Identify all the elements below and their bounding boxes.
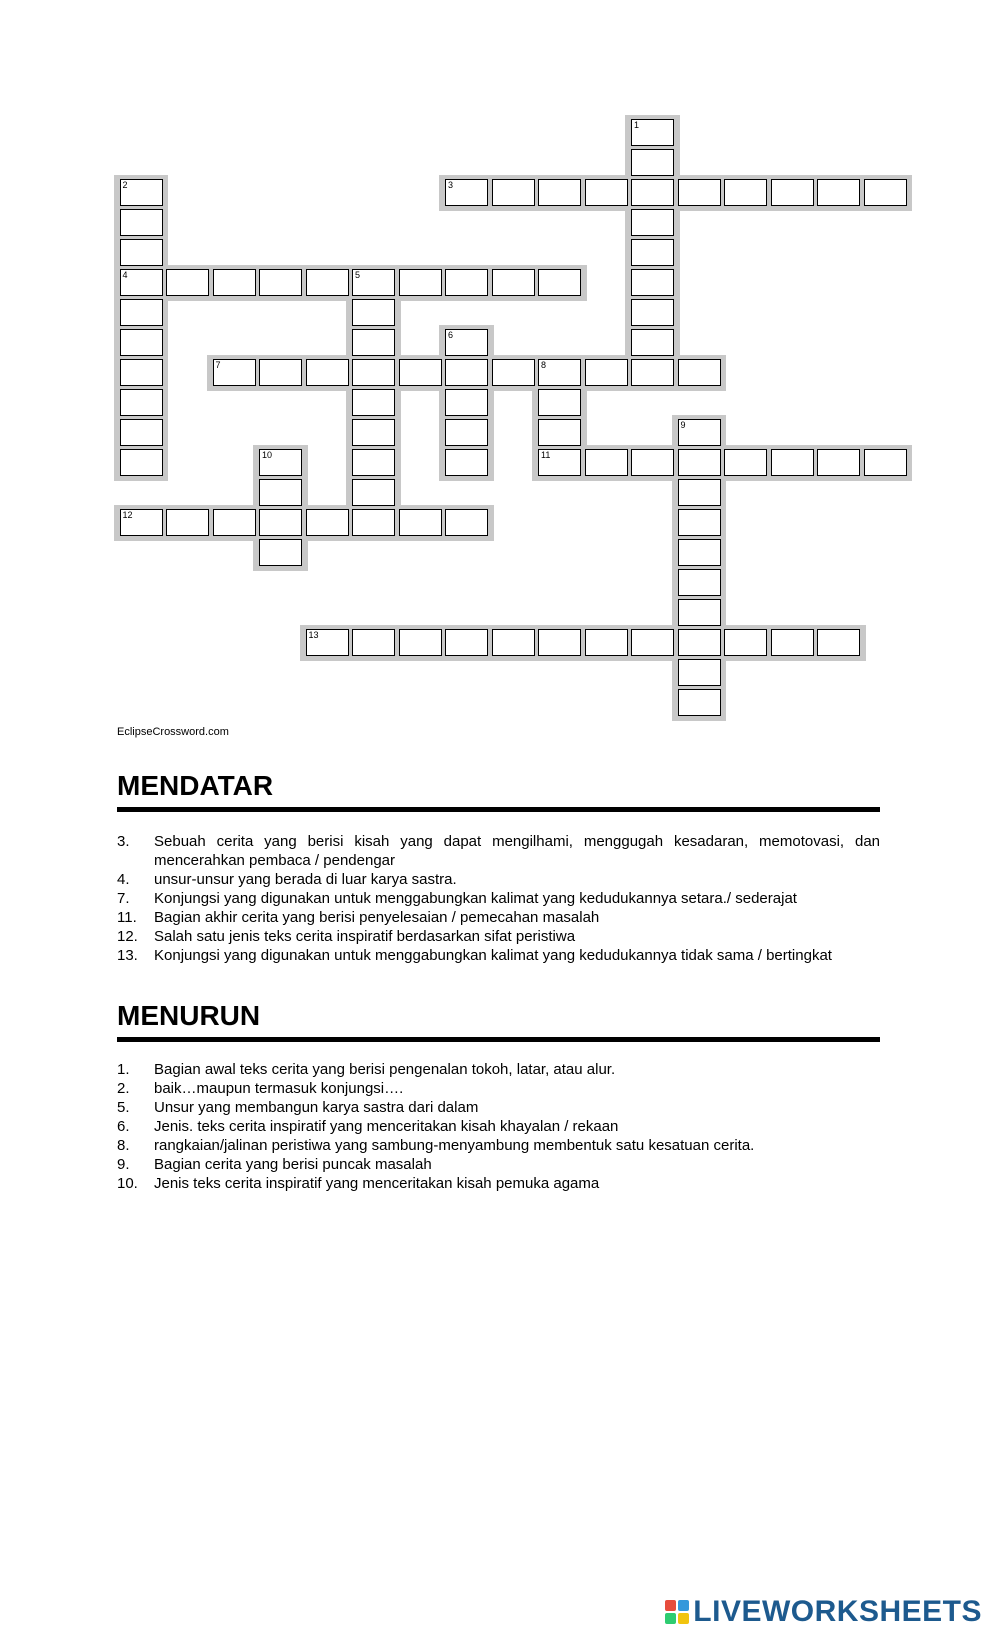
crossword-cell[interactable]	[120, 179, 163, 206]
down-rule	[117, 1037, 880, 1042]
crossword-cell[interactable]	[864, 179, 907, 206]
crossword-cell[interactable]	[399, 359, 442, 386]
crossword-cell[interactable]	[445, 449, 488, 476]
crossword-cell[interactable]	[306, 509, 349, 536]
crossword-cell[interactable]	[445, 329, 488, 356]
crossword-cell[interactable]	[445, 179, 488, 206]
crossword-cell[interactable]	[352, 389, 395, 416]
crossword-cell[interactable]	[678, 569, 721, 596]
crossword-cell[interactable]	[678, 509, 721, 536]
crossword-cell[interactable]	[678, 629, 721, 656]
crossword-cell[interactable]	[120, 299, 163, 326]
down-clue	[117, 1079, 880, 1098]
cell-number: 9	[680, 420, 686, 430]
crossword-cell[interactable]	[120, 389, 163, 416]
crossword-cell[interactable]	[120, 239, 163, 266]
clue-text: Sebuah cerita yang berisi kisah yang dapat mengilhami, menggugah kesadaran, memotovasi, dan mencerahkan pembaca / pendengar	[154, 833, 880, 869]
crossword-cell[interactable]	[631, 149, 674, 176]
crossword-cell[interactable]	[445, 389, 488, 416]
crossword-cell[interactable]	[352, 509, 395, 536]
crossword-cell[interactable]	[259, 479, 302, 506]
crossword-cell[interactable]	[585, 179, 628, 206]
clue-number: 10.	[117, 1175, 138, 1192]
across-clue	[117, 832, 880, 870]
clue-text: Konjungsi yang digunakan untuk menggabungkan kalimat yang kedudukannya tidak sama / bertingkat	[154, 947, 832, 964]
crossword-credit: EclipseCrossword.com	[117, 726, 229, 738]
crossword-cell[interactable]	[306, 629, 349, 656]
crossword-cell[interactable]	[352, 299, 395, 326]
crossword-cell[interactable]	[492, 359, 535, 386]
crossword-cell[interactable]	[399, 629, 442, 656]
crossword-cell[interactable]	[306, 359, 349, 386]
down-clue	[117, 1117, 880, 1136]
across-clue	[117, 946, 880, 965]
crossword-cell[interactable]	[445, 419, 488, 446]
crossword-cell[interactable]	[445, 359, 488, 386]
down-clue-list	[117, 1060, 880, 1193]
cell-number: 2	[122, 180, 128, 190]
crossword-cell[interactable]	[538, 269, 581, 296]
clue-text: Bagian awal teks cerita yang berisi pengenalan tokoh, latar, atau alur.	[154, 1061, 616, 1078]
crossword-cell[interactable]	[864, 449, 907, 476]
cell-number: 1	[634, 120, 640, 130]
cell-number: 4	[122, 270, 128, 280]
crossword-cell[interactable]	[492, 179, 535, 206]
crossword-cell[interactable]	[352, 329, 395, 356]
clue-number: 5.	[117, 1099, 130, 1116]
crossword-cell[interactable]	[399, 509, 442, 536]
crossword-cell[interactable]	[771, 629, 814, 656]
crossword-cell[interactable]	[678, 659, 721, 686]
crossword-cell[interactable]	[678, 179, 721, 206]
clue-number: 7.	[117, 890, 130, 907]
clue-text: Salah satu jenis teks cerita inspiratif berdasarkan sifat peristiwa	[154, 928, 576, 945]
down-clue	[117, 1136, 880, 1155]
crossword-cell[interactable]	[724, 629, 767, 656]
crossword-cell[interactable]	[678, 359, 721, 386]
cell-number: 10	[262, 450, 273, 460]
logo-square	[665, 1613, 676, 1624]
crossword-cell[interactable]	[631, 119, 674, 146]
clue-number: 1.	[117, 1061, 130, 1078]
cell-number: 6	[448, 330, 454, 340]
crossword-cell[interactable]	[631, 299, 674, 326]
crossword-cell[interactable]	[213, 509, 256, 536]
crossword-cell[interactable]	[771, 449, 814, 476]
crossword-cell[interactable]	[259, 269, 302, 296]
across-clue-list	[117, 832, 880, 965]
logo-square	[678, 1600, 689, 1611]
crossword-cell[interactable]	[817, 629, 860, 656]
crossword-cell[interactable]	[678, 539, 721, 566]
crossword-cell[interactable]	[631, 359, 674, 386]
crossword-cell[interactable]	[585, 449, 628, 476]
clue-number: 9.	[117, 1156, 130, 1173]
across-title: MENDATAR	[117, 770, 274, 801]
clue-number: 6.	[117, 1118, 130, 1135]
liveworksheets-brand	[665, 1595, 982, 1629]
crossword-cell[interactable]	[120, 359, 163, 386]
crossword-cell[interactable]	[120, 449, 163, 476]
crossword-cell[interactable]	[352, 629, 395, 656]
crossword-cell[interactable]	[538, 419, 581, 446]
down-clue	[117, 1098, 880, 1117]
crossword-cell[interactable]	[678, 599, 721, 626]
crossword-cell[interactable]	[631, 239, 674, 266]
crossword-cell[interactable]	[724, 449, 767, 476]
crossword-cell[interactable]	[259, 539, 302, 566]
crossword-cell[interactable]	[120, 209, 163, 236]
crossword-cell[interactable]	[213, 359, 256, 386]
clue-text: Jenis teks cerita inspiratif yang menceritakan kisah pemuka agama	[154, 1175, 600, 1192]
across-clue	[117, 927, 880, 946]
down-clue	[117, 1060, 880, 1079]
crossword-cell[interactable]	[631, 449, 674, 476]
liveworksheets-logo-icon	[665, 1600, 689, 1624]
cell-number: 7	[215, 360, 221, 370]
crossword-cell[interactable]	[445, 629, 488, 656]
crossword-cell[interactable]	[259, 359, 302, 386]
cell-number: 8	[541, 360, 547, 370]
clue-number: 4.	[117, 871, 130, 888]
cell-number: 11	[541, 450, 551, 460]
across-clue	[117, 908, 880, 927]
crossword-cell[interactable]	[399, 269, 442, 296]
crossword-cell[interactable]	[817, 449, 860, 476]
crossword-cell[interactable]	[213, 269, 256, 296]
clue-text: unsur-unsur yang berada di luar karya sastra.	[154, 871, 457, 888]
cell-number: 3	[448, 180, 454, 190]
clue-number: 3.	[117, 833, 130, 850]
logo-square	[665, 1600, 676, 1611]
crossword-cell[interactable]	[120, 509, 163, 536]
clue-text: Bagian cerita yang berisi puncak masalah	[154, 1156, 432, 1173]
crossword-cell[interactable]	[120, 269, 163, 296]
crossword-cell[interactable]	[538, 359, 581, 386]
cell-number: 12	[122, 510, 133, 520]
clue-number: 8.	[117, 1137, 130, 1154]
clue-text: Jenis. teks cerita inspiratif yang menceritakan kisah khayalan / rekaan	[154, 1118, 619, 1135]
crossword-cell[interactable]	[678, 479, 721, 506]
crossword-cell[interactable]	[538, 629, 581, 656]
crossword-cell[interactable]	[120, 329, 163, 356]
clue-text: rangkaian/jalinan peristiwa yang sambung-menyambung membentuk satu kesatuan cerita.	[154, 1137, 755, 1154]
crossword-cell[interactable]	[352, 419, 395, 446]
crossword-cell[interactable]	[259, 509, 302, 536]
crossword-cell[interactable]	[631, 629, 674, 656]
across-clue	[117, 870, 880, 889]
crossword-cell[interactable]	[631, 209, 674, 236]
clue-number: 2.	[117, 1080, 130, 1097]
crossword-cell[interactable]	[306, 269, 349, 296]
crossword-cell[interactable]	[352, 269, 395, 296]
clue-text: baik…maupun termasuk konjungsi….	[154, 1080, 404, 1097]
crossword-cell[interactable]	[538, 449, 581, 476]
crossword-cell[interactable]	[538, 389, 581, 416]
crossword-cell[interactable]	[120, 419, 163, 446]
cell-number: 5	[355, 270, 361, 280]
crossword-cell[interactable]	[166, 509, 209, 536]
crossword-cell[interactable]	[259, 449, 302, 476]
logo-square	[678, 1613, 689, 1624]
across-clue	[117, 889, 880, 908]
clue-text: Bagian akhir cerita yang berisi penyelesaian / pemecahan masalah	[154, 909, 600, 926]
liveworksheets-wordmark: LIVEWORKSHEETS	[693, 1595, 982, 1628]
crossword-cell[interactable]	[538, 179, 581, 206]
crossword-cell[interactable]	[492, 629, 535, 656]
down-title: MENURUN	[117, 1000, 261, 1031]
clue-text: Konjungsi yang digunakan untuk menggabungkan kalimat yang kedudukannya setara./ sederajat	[154, 890, 797, 907]
crossword-cell[interactable]	[492, 269, 535, 296]
crossword-cell[interactable]	[631, 329, 674, 356]
crossword-cell[interactable]	[585, 629, 628, 656]
clue-number: 11.	[117, 909, 137, 926]
clue-number: 12.	[117, 928, 138, 945]
across-rule	[117, 807, 880, 812]
crossword-cell[interactable]	[678, 419, 721, 446]
crossword-cell[interactable]	[352, 479, 395, 506]
clue-number: 13.	[117, 947, 138, 964]
crossword-grid	[0, 0, 1000, 730]
down-clue	[117, 1155, 880, 1174]
crossword-cell[interactable]	[631, 269, 674, 296]
crossword-cell[interactable]	[817, 179, 860, 206]
crossword-cell[interactable]	[352, 359, 395, 386]
crossword-cell[interactable]	[585, 359, 628, 386]
crossword-cell[interactable]	[166, 269, 209, 296]
crossword-cell[interactable]	[445, 509, 488, 536]
crossword-cell[interactable]	[724, 179, 767, 206]
crossword-cell[interactable]	[352, 449, 395, 476]
crossword-cell[interactable]	[771, 179, 814, 206]
cell-number: 13	[308, 630, 319, 640]
crossword-cell[interactable]	[631, 179, 674, 206]
crossword-cell[interactable]	[678, 689, 721, 716]
clue-text: Unsur yang membangun karya sastra dari dalam	[154, 1099, 479, 1116]
crossword-cell[interactable]	[678, 449, 721, 476]
crossword-cell[interactable]	[445, 269, 488, 296]
down-clue	[117, 1174, 880, 1193]
